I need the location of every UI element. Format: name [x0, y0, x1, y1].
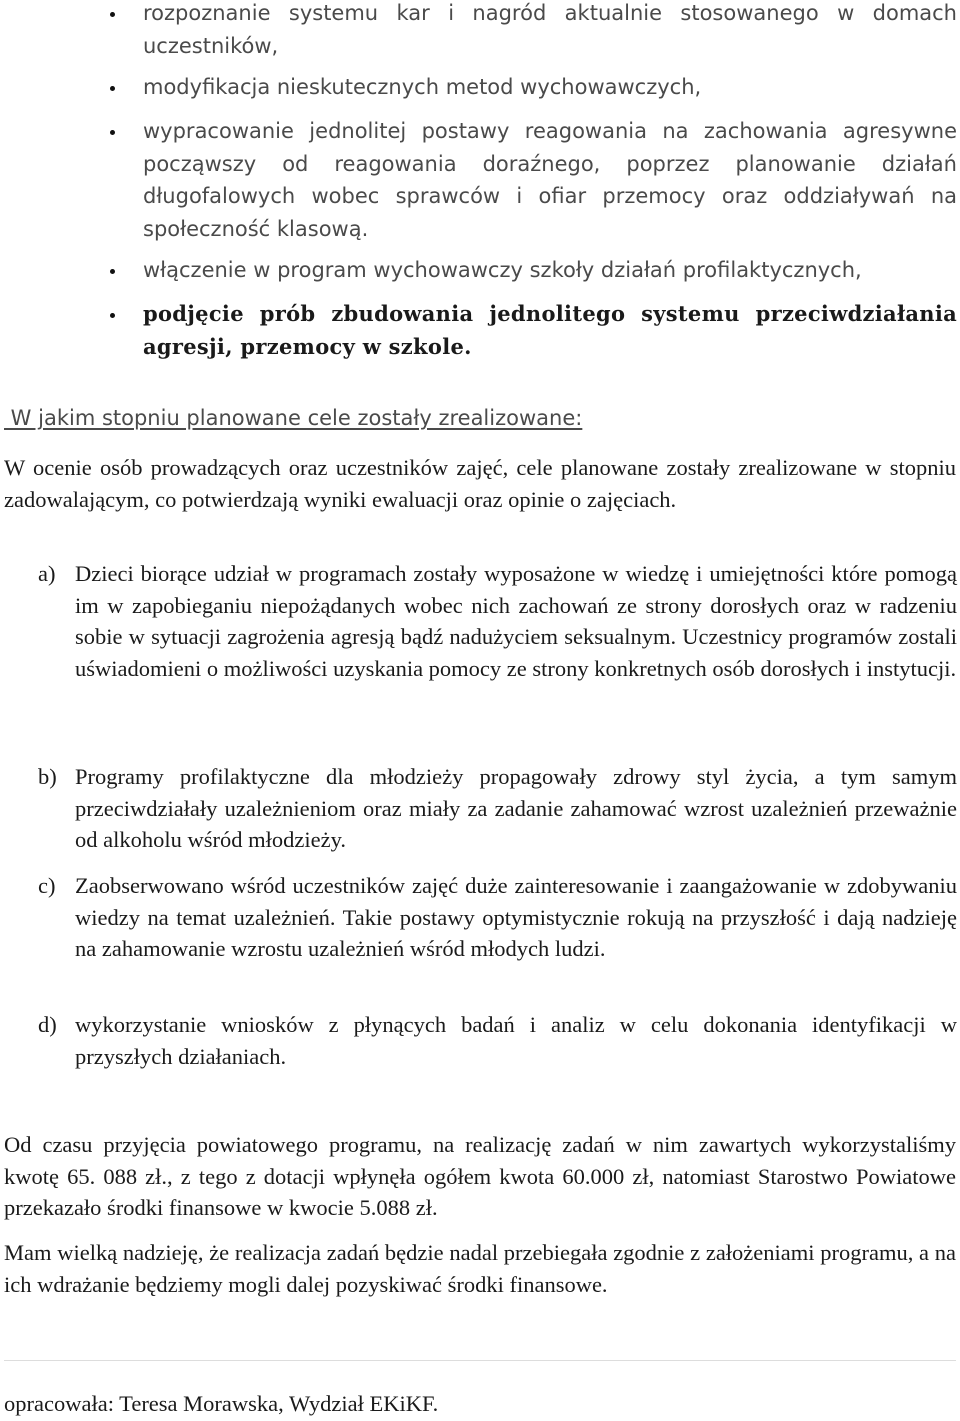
bullet-text: podjęcie prób zbudowania jednolitego systemu przeciwdziałania agresji, przemocy w szkole. — [143, 301, 957, 359]
bullet-text: rozpoznanie systemu kar i nagród aktualnie stosowanego w domach uczestników, — [143, 1, 957, 58]
list-item-text: Programy profilaktyczne dla młodzieży propagowały zdrowy styl życia, a tym samym przeciwdziałały uzależnieniom oraz miały za zadanie zahamować wzrost uzależnień przeważnie od alkoholu wśród młodzieży. — [75, 764, 957, 852]
list-item-text: Zaobserwowano wśród uczestników zajęć duże zainteresowanie i zaangażowanie w zdobywaniu wiedzy na temat uzależnień. Takie postawy optymistycznie rokują na przyszłość i dają nadzieję na zahamowanie wzrostu uzależnień wśród młodych ludzi. — [75, 873, 957, 961]
footer-divider — [4, 1360, 956, 1361]
funding-paragraph: Od czasu przyjęcia powiatowego programu, na realizację zadań w nim zawartych wykorzystaliśmy kwotę 65. 088 zł., z tego z dotacji wpłynęła ogółem kwota 60.000 zł, natomiast Starostwo Powiatowe przekazało środki finansowe w kwocie 5.088 zł. — [4, 1132, 956, 1220]
bullet-icon — [110, 313, 115, 318]
list-letter: d) — [38, 1012, 57, 1037]
bullet-text: włączenie w program wychowawczy szkoły działań profilaktycznych, — [143, 258, 862, 282]
bullet-icon — [110, 86, 115, 91]
bullet-text: modyfikacja nieskutecznych metod wychowawczych, — [143, 75, 702, 99]
bullet-icon — [110, 130, 115, 135]
intro-paragraph: W ocenie osób prowadzących oraz uczestników zajęć, cele planowane zostały zrealizowane w stopniu zadowalającym, co potwierdzają wyniki ewaluacji oraz opinie o zajęciach. — [4, 455, 956, 512]
closing-paragraph: Mam wielką nadzieję, że realizacja zadań będzie nadal przebiegała zgodnie z założeniami programu, a na ich wdrażanie będziemy mogli dalej pozyskiwać środki finansowe. — [4, 1240, 956, 1297]
bullet-text: wypracowanie jednolitej postawy reagowania na zachowania agresywne począwszy od reagowania doraźnego, poprzez planowanie działań długofalowych wobec sprawców i ofiar przemocy oraz oddziaływań na społeczność klasową. — [143, 119, 957, 241]
bullet-icon — [110, 269, 115, 274]
list-item-text: wykorzystanie wniosków z płynących badań i analiz w celu dokonania identyfikacji w przyszłych działaniach. — [75, 1012, 957, 1069]
list-letter: b) — [38, 764, 57, 789]
author-signature: opracowała: Teresa Morawska, Wydział EKiKF. — [4, 1391, 439, 1416]
list-item-text: Dzieci biorące udział w programach zostały wyposażone w wiedzę i umiejętności które pomogą im w zapobieganiu niepożądanych wobec nich zachowań ze strony dorosłych oraz w radzeniu sobie w sytuacji zagrożenia agresją bądź nadużyciem seksualnym. Uczestnicy programów zostali uświadomieni o możliwości uzyskania pomocy ze strony konkretnych osób dorosłych i instytucji. — [75, 561, 957, 681]
section-heading: W jakim stopniu planowane cele zostały zrealizowane: — [4, 406, 583, 430]
list-letter: a) — [38, 561, 56, 586]
list-letter: c) — [38, 873, 56, 898]
bullet-icon — [110, 12, 115, 17]
